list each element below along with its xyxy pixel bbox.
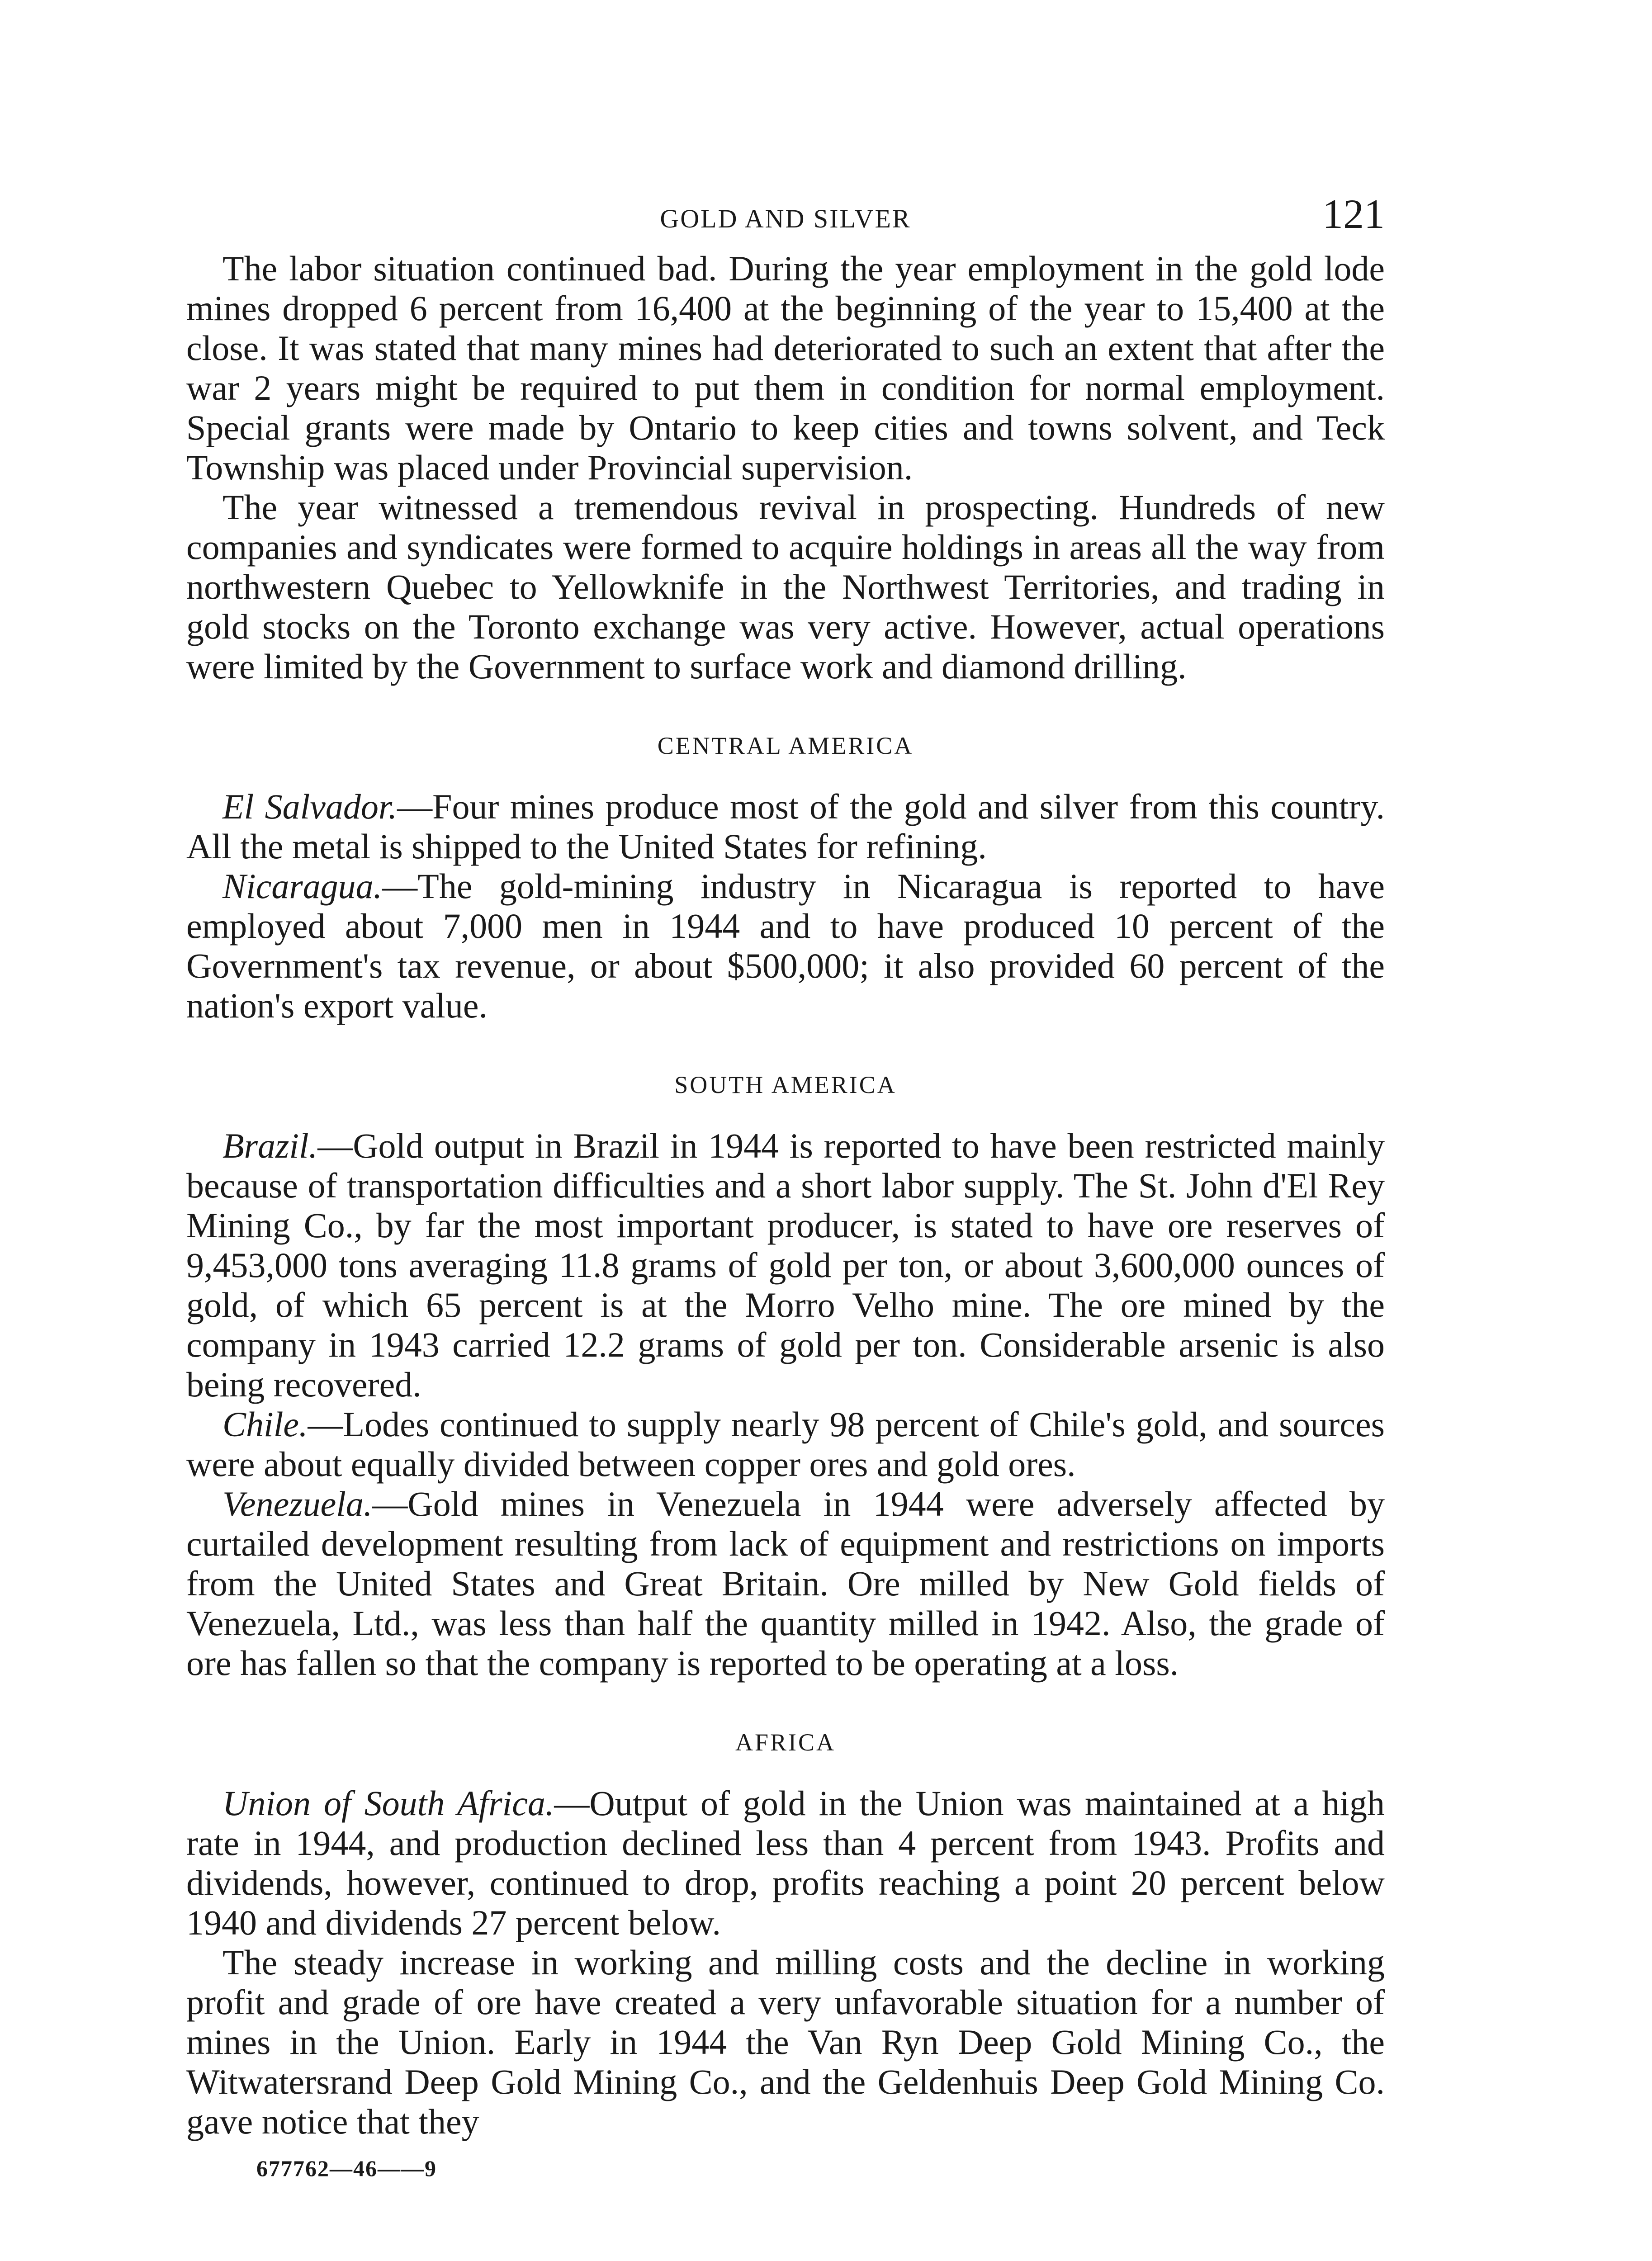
paragraph-text: —Output of gold in the Union was maintained at a high rate in 1944, and production declined less than 4 percent from 1943. Profits and dividends, however, continued to drop, profits reaching a point 20 percent below 1940 and dividends 27 percent below. (186, 1783, 1385, 1942)
running-head (186, 190, 1385, 249)
country-lead-el-salvador: El Salvador. (222, 787, 398, 826)
country-lead-chile: Chile. (222, 1405, 308, 1444)
printer-imprint: 677762—46——9 (256, 2156, 437, 2181)
paragraph-el-salvador (186, 787, 1385, 866)
paragraph-nicaragua (186, 866, 1385, 1026)
paragraph-venezuela (186, 1484, 1385, 1683)
document-page (186, 190, 1385, 2181)
section-heading-south-america: SOUTH AMERICA (674, 1071, 897, 1098)
paragraph-union-of-south-africa (186, 1783, 1385, 1943)
section-heading-central-america: CENTRAL AMERICA (657, 732, 914, 759)
paragraph-prospecting-revival: The year witnessed a tremendous revival in prospecting. Hundreds of new companies and syndicates were formed to acquire holdings in areas all the way from northwestern Quebec to Yellowknife in the Northwest Territories, and trading in gold stocks on the Toronto exchange was very active. However, actual operations were limited by the Government to surface work and diamond drilling. (186, 487, 1385, 686)
paragraph-text: —Lodes continued to supply nearly 98 percent of Chile's gold, and sources were about equally divided between copper ores and gold ores. (186, 1405, 1385, 1484)
paragraph-text: —Gold output in Brazil in 1944 is reported to have been restricted mainly because of transportation difficulties and a short labor supply. The St. John d'El Rey Mining Co., by far the most important producer, is stated to have ore reserves of 9,453,000 tons averaging 11.8 grams of gold per ton, or about 3,600,000 ounces of gold, of which 65 percent is at the Morro Velho mine. The ore mined by the company in 1943 carried 12.2 grams of gold per ton. Considerable arsenic is also being recovered. (186, 1126, 1385, 1404)
paragraph-labor-situation: The labor situation continued bad. During the year employment in the gold lode mines dropped 6 percent from 16,400 at the beginning of the year to 15,400 at the close. It was stated that many mines had deteriorated to such an extent that after the war 2 years might be required to put them in condition for normal employment. Special grants were made by Ontario to keep cities and towns solvent, and Teck Township was placed under Provincial supervision. (186, 249, 1385, 487)
paragraph-text: —Gold mines in Venezuela in 1944 were adversely affected by curtailed development resulting from lack of equipment and restrictions on imports from the United States and Great Britain. Ore milled by New Gold fields of Venezuela, Ltd., was less than half the quantity milled in 1942. Also, the grade of ore has fallen so that the company is reported to be operating at a loss. (186, 1484, 1385, 1683)
section-heading-africa: AFRICA (735, 1729, 836, 1756)
country-lead-brazil: Brazil. (222, 1126, 318, 1165)
page-number: 121 (1322, 191, 1385, 237)
paragraph-brazil (186, 1126, 1385, 1405)
country-lead-union-of-south-africa: Union of South Africa. (222, 1783, 554, 1823)
country-lead-venezuela: Venezuela. (222, 1484, 373, 1523)
paragraph-text: —The gold-mining industry in Nicaragua is reported to have employed about 7,000 men in 1944 and to have produced 10 percent of the Government's tax revenue, or about $500,000; it also provided 60 percent of the nation's export value. (186, 866, 1385, 1025)
paragraph-working-costs: The steady increase in working and milling costs and the decline in working profit and grade of ore have created a very unfavorable situation for a number of mines in the Union. Early in 1944 the Van Ryn Deep Gold Mining Co., the Witwatersrand Deep Gold Mining Co., and the Geldenhuis Deep Gold Mining Co. gave notice that they (186, 1943, 1385, 2141)
country-lead-nicaragua: Nicaragua. (222, 866, 383, 906)
running-title: GOLD AND SILVER (660, 204, 911, 233)
paragraph-chile (186, 1405, 1385, 1484)
paragraph-text: —Four mines produce most of the gold and silver from this country. All the metal is shipped to the United States for refining. (186, 787, 1385, 866)
